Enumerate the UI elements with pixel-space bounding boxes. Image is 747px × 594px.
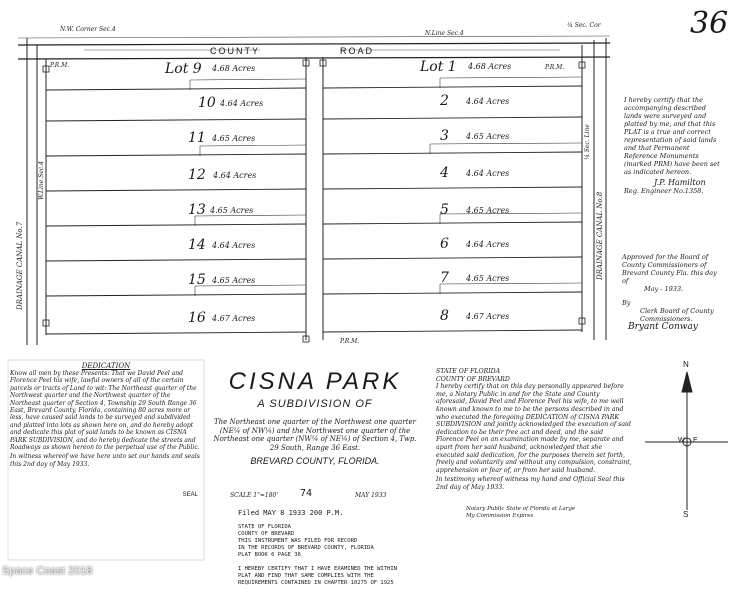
- dedication-witness: In witness whereof we have here unto set our hands and seals this 2nd day of May 1933.: [10, 453, 200, 468]
- lot-8-number: 8: [440, 308, 449, 324]
- lot-6-acres: 4.64 Acres: [466, 240, 510, 249]
- lot-13-acres: 4.65 Acres: [210, 206, 254, 215]
- quarter-corner-label: ¼ Sec. Cor: [567, 22, 601, 29]
- filing-stamp: Filed MAY 8 1933 200 P.M.: [238, 509, 344, 517]
- title-county: BREVARD COUNTY, FLORIDA.: [250, 456, 380, 466]
- prm-label-nw: P.R.M.: [50, 62, 70, 69]
- lot-7-number: 7: [440, 270, 449, 286]
- lot-2-acres: 4.64 Acres: [466, 97, 510, 106]
- road-label-road: ROAD: [340, 46, 375, 56]
- dedication-seal: SEAL: [182, 492, 198, 499]
- n-line-label: N.Line Sec.4: [425, 30, 464, 37]
- lot-4-number: 4: [440, 165, 449, 181]
- prm-label-s: P.R.M.: [340, 338, 360, 345]
- lot-12-acres: 4.64 Acres: [213, 171, 257, 180]
- engineer-reg: Reg. Engineer No.1358.: [624, 187, 704, 195]
- canal-west-label: DRAINAGE CANAL No.7: [16, 221, 24, 310]
- compass-s: S: [683, 510, 689, 519]
- filing-book: 74: [300, 488, 313, 499]
- filing-stamp-block: [238, 503, 408, 594]
- prm-label-ne: P.R.M.: [545, 64, 565, 71]
- lot-16-acres: 4.67 Acres: [212, 314, 256, 323]
- engineer-certificate: [624, 96, 722, 195]
- west-line-label: W.Line Sec.4: [38, 161, 45, 200]
- date-stamp: MAY 1933: [355, 492, 387, 499]
- certificate-text: I hereby certify that the accompanying described lands were surveyed and platted by me, and that this PLAT is a true and correct representation of said lands and that Permanent Reference Monuments (marked PRM) have been set as indicated hereon.: [624, 96, 720, 176]
- canal-east-label: DRAINAGE CANAL No.8: [596, 191, 604, 280]
- approval-block: [622, 253, 722, 331]
- lot-7-acres: 4.65 Acres: [466, 274, 510, 283]
- scale-label: SCALE 1"=180': [230, 492, 279, 499]
- lot-9-number: Lot 9: [165, 61, 202, 77]
- lot-3-acres: 4.65 Acres: [466, 132, 510, 141]
- watermark: Space Coast 2018: [2, 565, 93, 577]
- lot-1-acres: 4.68 Acres: [468, 62, 512, 71]
- lot-13-number: 13: [188, 202, 206, 218]
- title-description: The Northeast one quarter of the Northwest one quarter (NE¼ of NW¼) and the Northwest one quarter of the Northeast one quarter (NW¼ of NE¼) of Section 4, Twp. 29 South, Range 36 East.: [213, 418, 417, 452]
- lot-6-number: 6: [440, 236, 449, 252]
- compass-w: W: [678, 437, 685, 444]
- notary-footer-2: My Commission Expires: [466, 513, 534, 520]
- notary-county: COUNTY OF BREVARD: [436, 375, 510, 383]
- nw-corner-label: N.W. Corner Sec.4: [60, 26, 116, 33]
- lot-14-acres: 4.64 Acres: [212, 241, 256, 250]
- lot-15-acres: 4.65 Acres: [212, 276, 256, 285]
- approval-by: By: [622, 299, 631, 307]
- notary-body: I hereby certify that on this day personally appeared before me, a Notary Public in and for the State and County aforesaid, David Peel and Florence Peel his wife, to me well known and known to me to be the persons described in and who executed the foregoing DEDICATION of CISNA PARK SUBDIVISION and jointly acknowledged the execution of said dedication to be their free act and deed, and the said Florence Peel on an examination made by me, separate and apart from her said husband, acknowledged that she executed said dedication, for the purposes therein set forth, freely and voluntarily and without any compulsion, constraint, apprehension or fear of, or from her said husband.: [436, 383, 632, 474]
- lot-9-acres: 4.68 Acres: [212, 64, 256, 73]
- notary-block: [436, 368, 632, 521]
- lot-16-number: 16: [188, 310, 206, 326]
- lot-10-number: 10: [198, 95, 216, 111]
- compass-e: E: [693, 437, 698, 444]
- approval-date: May - 1933.: [644, 285, 684, 293]
- lot-4-acres: 4.64 Acres: [466, 169, 510, 178]
- engineer-signature: J.P. Hamilton: [654, 178, 706, 187]
- lot-15-number: 15: [188, 272, 206, 288]
- compass-n: N: [683, 360, 689, 369]
- lot-5-acres: 4.65 Acres: [466, 206, 510, 215]
- dedication-body: Know all men by these Presents: That we David Peel and Florence Peel his wife, lawful owners of all of the certain parcels or tracts of Land to wit: The Northeast quarter of the Northwest quarter and the Northwest quarter of the Northeast quarter of Section 4, Township 29 South Range 36 East, Brevard County, Florida, containing 80 acres more or less, have caused said lands to be surveyed and subdivided and platted into lots as shown here on, and do hereby adopt and dedicate this plat of said lands to be known as CISNA PARK SUBDIVISION, and do hereby dedicate the streets and Roadways as shown hereon to the perpetual use of the Public.: [10, 370, 200, 452]
- lot-11-acres: 4.65 Acres: [212, 134, 256, 143]
- sheet-number: 36: [690, 6, 729, 41]
- title-block: [210, 368, 420, 466]
- title-main: CISNA PARK: [228, 368, 402, 395]
- lot-2-number: 2: [440, 93, 449, 109]
- lot-3-number: 3: [440, 128, 449, 144]
- lot-12-number: 12: [188, 167, 206, 183]
- filing-lines: STATE OF FLORIDA COUNTY OF BREVARD THIS INSTRUMENT WAS FILED FOR RECORD IN THE RECORDS OF BREVARD COUNTY, FLORIDA PLAT BOOK 6 PAGE 36: [238, 524, 374, 558]
- notary-witness: In testimony whereof witness my hand and Official Seal this 2nd day of May 1933.: [436, 476, 625, 491]
- lot-11-number: 11: [188, 130, 206, 146]
- lot-8-acres: 4.67 Acres: [466, 312, 510, 321]
- lot-1-number: Lot 1: [420, 59, 457, 75]
- approval-clerk: Clerk Board of County Commissioners.: [640, 307, 714, 323]
- lot-10-acres: 4.64 Acres: [220, 99, 264, 108]
- dedication-title: DEDICATION: [81, 362, 131, 370]
- dedication-block: [10, 362, 202, 499]
- filing-cert: I HEREBY CERTIFY THAT I HAVE EXAMINED THE WITHIN PLAT AND FIND THAT SAME COMPLIES WITH THE REQUIREMENTS CONTAINED IN CHAPTER 10275 OF 1925: [238, 566, 397, 586]
- road-label-county: COUNTY: [210, 46, 260, 56]
- lot-14-number: 14: [188, 237, 206, 253]
- quarter-line-label: ¼ Sec. Line: [584, 124, 591, 160]
- notary-state: STATE OF FLORIDA: [436, 368, 501, 375]
- notary-footer-1: Notary Public State of Florida at Large: [466, 505, 576, 512]
- approval-text: Approved for the Board of County Commissioners of Brevard County Fla. this day of: [622, 253, 717, 285]
- title-sub: A SUBDIVISION OF: [257, 398, 373, 410]
- approval-signature: Bryant Conway: [628, 322, 698, 332]
- lot-5-number: 5: [440, 202, 449, 218]
